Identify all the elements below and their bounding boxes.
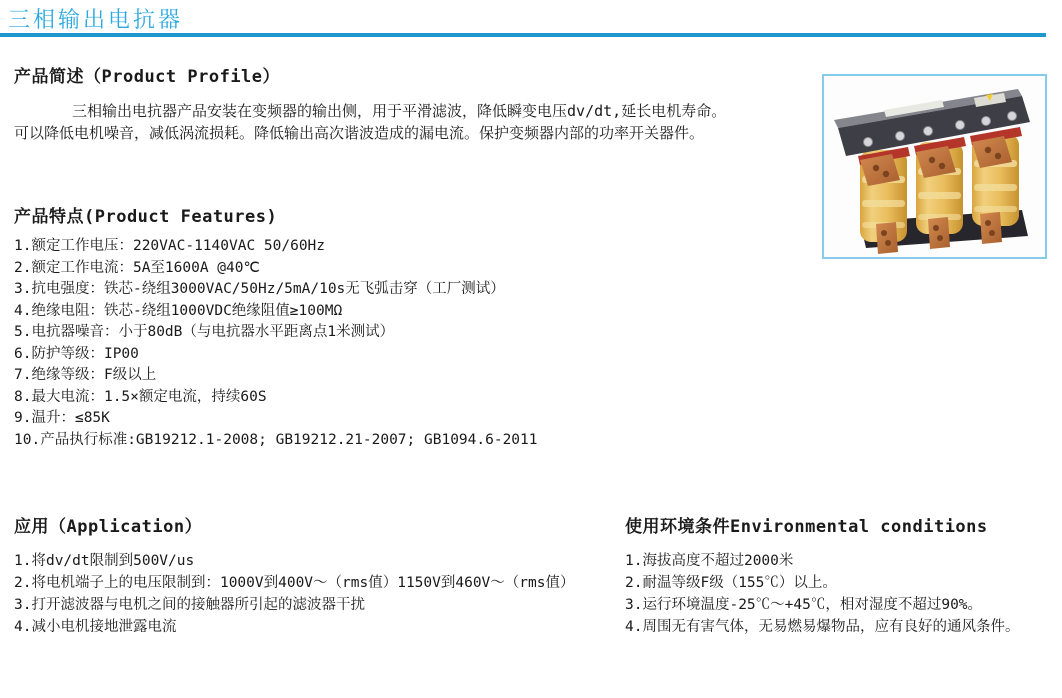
feature-item: 10.产品执行标准:GB19212.1-2008; GB19212.21-2007; GB1094.6-2011 <box>14 431 538 448</box>
section-heading-product-features: 产品特点(Product Features) <box>14 207 278 227</box>
environment-item: 1.海拔高度不超过2000米 <box>625 553 794 569</box>
reactor-photo-illustration <box>824 76 1045 257</box>
feature-item: 8.最大电流：1.5×额定电流，持续60S <box>14 388 267 405</box>
page-title: 三相输出电抗器 <box>8 8 184 33</box>
application-list <box>14 550 574 638</box>
feature-item: 6.防护等级：IP00 <box>14 345 139 362</box>
environment-item: 2.耐温等级F级（155℃）以上。 <box>625 575 837 591</box>
title-underline-rule <box>0 33 1046 37</box>
environment-item: 3.运行环境温度-25℃～+45℃，相对湿度不超过90%。 <box>625 597 983 613</box>
product-profile-paragraph <box>14 100 760 144</box>
feature-item: 3.抗电强度：铁芯-绕组3000VAC/50Hz/5mA/10s无飞弧击穿（工厂测试） <box>14 281 505 297</box>
environment-item: 4.周围无有害气体，无易燃易爆物品，应有良好的通风条件。 <box>625 619 1020 635</box>
feature-item: 4.绝缘电阻：铁芯-绕组1000VDC绝缘阻值≥100MΩ <box>14 302 343 319</box>
section-heading-environmental-conditions: 使用环境条件Environmental conditions <box>625 517 988 537</box>
product-photo <box>822 74 1047 259</box>
environment-list <box>625 550 1019 638</box>
application-item: 1.将dv/dt限制到500V/us <box>14 553 195 569</box>
section-heading-application: 应用（Application） <box>14 517 203 537</box>
feature-item: 9.温升：≤85K <box>14 410 110 426</box>
section-heading-product-profile: 产品简述（Product Profile） <box>14 67 281 87</box>
feature-item: 5.电抗器噪音：小于80dB（与电抗器水平距离点1米测试） <box>14 324 395 340</box>
feature-item: 1.额定工作电压：220VAC-1140VAC 50/60Hz <box>14 238 326 254</box>
feature-item: 7.绝缘等级：F级以上 <box>14 367 157 383</box>
profile-paragraph-line2: 可以降低电机噪音，减低涡流损耗。降低输出高次谐波造成的漏电流。保护变频器内部的功率开关器件。 <box>14 124 705 142</box>
features-list <box>14 236 538 451</box>
feature-item: 2.额定工作电流：5A至1600A @40℃ <box>14 259 260 276</box>
application-item: 3.打开滤波器与电机之间的接触器所引起的滤波器干扰 <box>14 597 365 613</box>
application-item: 2.将电机端子上的电压限制到：1000V到400V～（rms值）1150V到460V～（rms值） <box>14 575 575 591</box>
application-item: 4.减小电机接地泄露电流 <box>14 619 177 635</box>
profile-paragraph-line1: 三相输出电抗器产品安装在变频器的输出侧，用于平滑滤波，降低瞬变电压dv/dt,延长电机寿命。 <box>72 102 727 120</box>
